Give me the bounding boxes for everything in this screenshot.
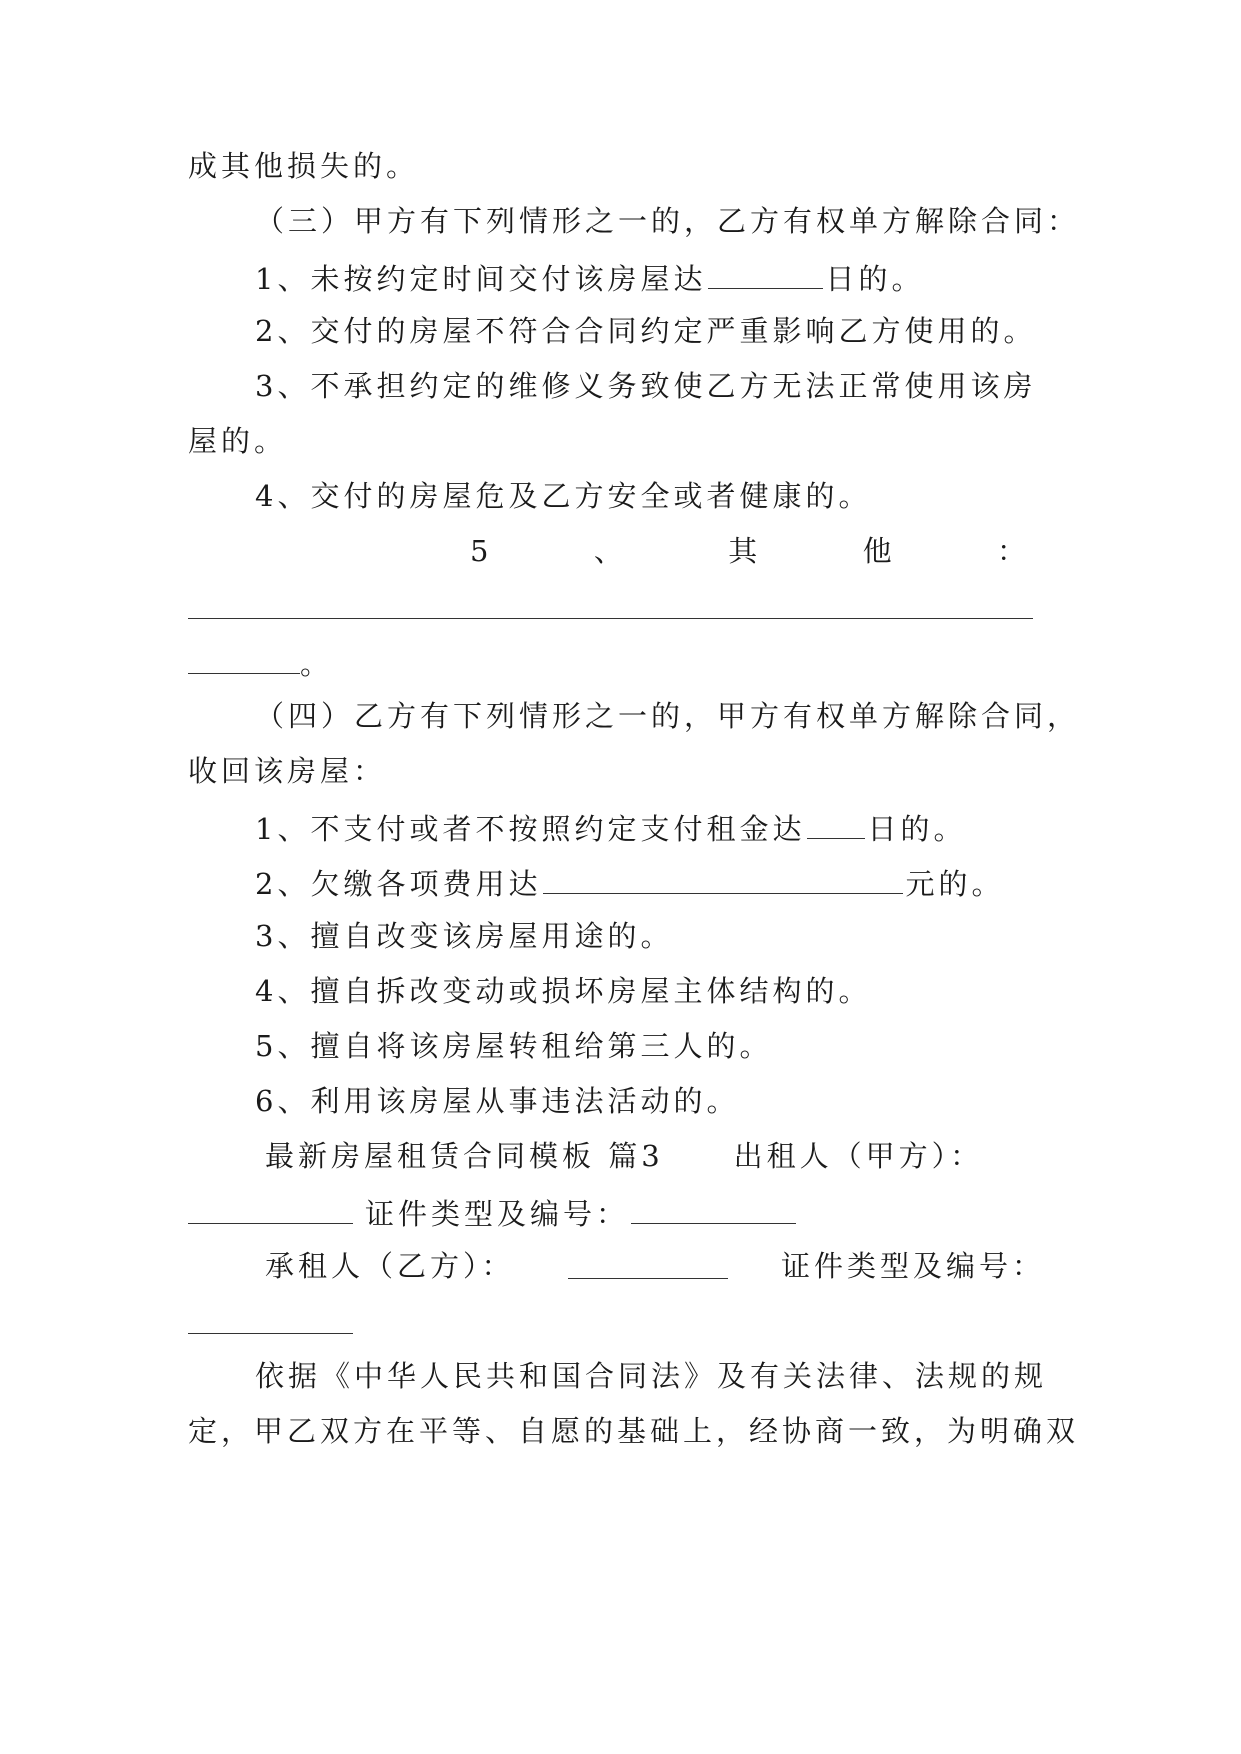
lessor-label: 出租人（甲方）： bbox=[733, 1139, 984, 1173]
preamble-line-continued: 定，甲乙双方在平等、自愿的基础上，经协商一致，为明确双 bbox=[188, 1414, 1080, 1448]
clause-text: 元的。 bbox=[905, 867, 1005, 901]
clause-text: 、 bbox=[593, 534, 627, 568]
clause-text: 1、未按约定时间交付该房屋达 bbox=[255, 262, 707, 296]
lessee-label: 承租人（乙方）： bbox=[265, 1249, 515, 1283]
fill-in-line bbox=[188, 584, 1058, 628]
section-four-heading-continued: 收回该房屋： bbox=[188, 754, 387, 788]
clause-3-3-continued: 屋的。 bbox=[188, 424, 288, 458]
clause-4-3: 3、擅自改变该房屋用途的。 bbox=[255, 919, 674, 953]
fill-in-blank bbox=[568, 1244, 728, 1279]
clause-text: 2、欠缴各项费用达 bbox=[255, 867, 542, 901]
clause-3-2: 2、交付的房屋不符合合同约定严重影响乙方使用的。 bbox=[255, 314, 1037, 348]
clause-3-1 bbox=[255, 254, 1125, 298]
fill-in-blank bbox=[188, 1299, 353, 1334]
text-line: 成其他损失的。 bbox=[188, 149, 420, 183]
clause-text: 1、不支付或者不按照约定支付租金达 bbox=[255, 812, 806, 846]
fill-in-blank bbox=[708, 254, 823, 289]
clause-text: 日的。 bbox=[825, 262, 925, 296]
fill-in-blank bbox=[631, 1189, 796, 1224]
fill-in-blank bbox=[188, 1189, 353, 1224]
lessor-id-line bbox=[188, 1189, 1058, 1233]
fill-in-line bbox=[188, 1299, 1058, 1343]
preamble-line: 依据《中华人民共和国合同法》及有关法律、法规的规 bbox=[255, 1359, 1048, 1393]
clause-text: 其 bbox=[728, 534, 762, 568]
clause-4-5: 5、擅自将该房屋转租给第三人的。 bbox=[255, 1029, 773, 1063]
section-four-heading: （四）乙方有下列情形之一的，甲方有权单方解除合同， bbox=[255, 699, 1081, 733]
clause-4-2 bbox=[255, 859, 1125, 903]
id-type-label: 证件类型及编号： bbox=[780, 1249, 1045, 1283]
lessee-line bbox=[265, 1244, 1045, 1288]
clause-3-4: 4、交付的房屋危及乙方安全或者健康的。 bbox=[255, 479, 872, 513]
clause-4-6: 6、利用该房屋从事违法活动的。 bbox=[255, 1084, 740, 1118]
section-three-heading: （三）甲方有下列情形之一的，乙方有权单方解除合同： bbox=[255, 204, 1081, 238]
contract-title: 最新房屋租赁合同模板 篇3 bbox=[265, 1139, 664, 1173]
clause-4-1 bbox=[255, 804, 1125, 848]
fill-in-blank bbox=[188, 584, 1033, 619]
fill-in-line bbox=[188, 639, 1058, 683]
clause-3-5 bbox=[470, 529, 1030, 573]
clause-text: 。 bbox=[300, 647, 334, 681]
clause-text: ： bbox=[996, 534, 1030, 568]
fill-in-blank bbox=[807, 804, 865, 839]
new-contract-heading bbox=[265, 1134, 1045, 1178]
clause-text: 5 bbox=[470, 534, 493, 568]
clause-3-3: 3、不承担约定的维修义务致使乙方无法正常使用该房 bbox=[255, 369, 1037, 403]
fill-in-blank bbox=[188, 639, 300, 674]
fill-in-blank bbox=[543, 859, 903, 894]
clause-text: 日的。 bbox=[867, 812, 967, 846]
id-type-label: 证件类型及编号： bbox=[365, 1197, 630, 1231]
clause-text: 他 bbox=[862, 534, 896, 568]
clause-4-4: 4、擅自拆改变动或损坏房屋主体结构的。 bbox=[255, 974, 872, 1008]
